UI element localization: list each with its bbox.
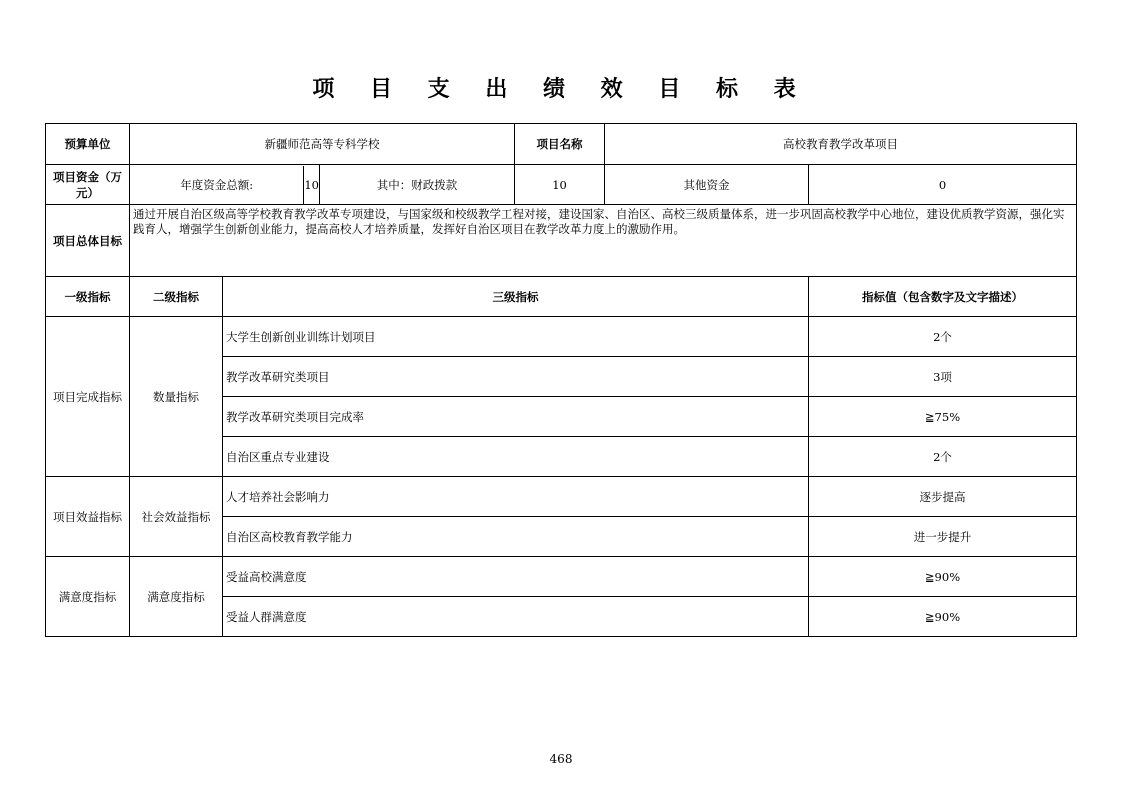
value-cell: ≧90% (809, 597, 1077, 637)
funds-total-value: 10 (303, 166, 319, 204)
value-cell: ≧90% (809, 557, 1077, 597)
project-name-value: 高校教育教学改革项目 (605, 124, 1077, 165)
indicator-cell: 人才培养社会影响力 (223, 477, 809, 517)
value-cell: 2个 (809, 437, 1077, 477)
funds-row (46, 165, 1077, 205)
table-row (46, 557, 1077, 597)
performance-table (45, 123, 1077, 637)
page-number: 468 (549, 752, 573, 766)
goal-row (46, 205, 1077, 277)
indicator-cell: 教学改革研究类项目完成率 (223, 397, 809, 437)
col-value-header: 指标值（包含数字及文字描述） (809, 277, 1077, 317)
page-title: 项 目 支 出 绩 效 目 标 表 (312, 77, 810, 102)
budget-unit-row (46, 124, 1077, 165)
indicator-cell: 自治区高校教育教学能力 (223, 517, 809, 557)
col-level2-header: 二级指标 (130, 277, 223, 317)
funds-other-label: 其他资金 (605, 165, 809, 205)
value-cell: 逐步提高 (809, 477, 1077, 517)
table-row (46, 477, 1077, 517)
budget-unit-label: 预算单位 (46, 124, 130, 165)
level1-cell: 满意度指标 (46, 557, 130, 637)
indicator-cell: 受益高校满意度 (223, 557, 809, 597)
goal-text: 通过开展自治区级高等学校教育教学改革专项建设，与国家级和校级教学工程对接，建设国家、自治区、高校三级质量体系，进一步巩固高校教学中心地位，建设优质教学资源，强化实践育人，增强学生创新创业能力，提高高校人才培养质量，发挥好自治区项目在教学改革力度上的激励作用。 (130, 205, 1077, 277)
value-cell: ≧75% (809, 397, 1077, 437)
level1-cell: 项目效益指标 (46, 477, 130, 557)
value-cell: 进一步提升 (809, 517, 1077, 557)
level2-cell: 满意度指标 (130, 557, 223, 637)
indicator-cell: 大学生创新创业训练计划项目 (223, 317, 809, 357)
indicator-cell: 自治区重点专业建设 (223, 437, 809, 477)
col-level3-header: 三级指标 (223, 277, 809, 317)
goal-label: 项目总体目标 (46, 205, 130, 277)
level2-cell: 数量指标 (130, 317, 223, 477)
value-cell: 3项 (809, 357, 1077, 397)
level1-cell: 项目完成指标 (46, 317, 130, 477)
budget-unit-value: 新疆师范高等专科学校 (130, 124, 515, 165)
funds-total-group (130, 165, 320, 205)
value-cell: 2个 (809, 317, 1077, 357)
column-header-row (46, 277, 1077, 317)
funds-fiscal-value: 10 (515, 165, 605, 205)
col-level1-header: 一级指标 (46, 277, 130, 317)
indicator-cell: 受益人群满意度 (223, 597, 809, 637)
funds-total-label: 年度资金总额: (180, 177, 254, 192)
funds-fiscal-label: 其中：财政拨款 (320, 165, 515, 205)
funds-label: 项目资金（万元） (46, 165, 130, 205)
project-name-label: 项目名称 (515, 124, 605, 165)
indicator-cell: 教学改革研究类项目 (223, 357, 809, 397)
funds-other-value: 0 (809, 165, 1077, 205)
level2-cell: 社会效益指标 (130, 477, 223, 557)
table-row (46, 317, 1077, 357)
